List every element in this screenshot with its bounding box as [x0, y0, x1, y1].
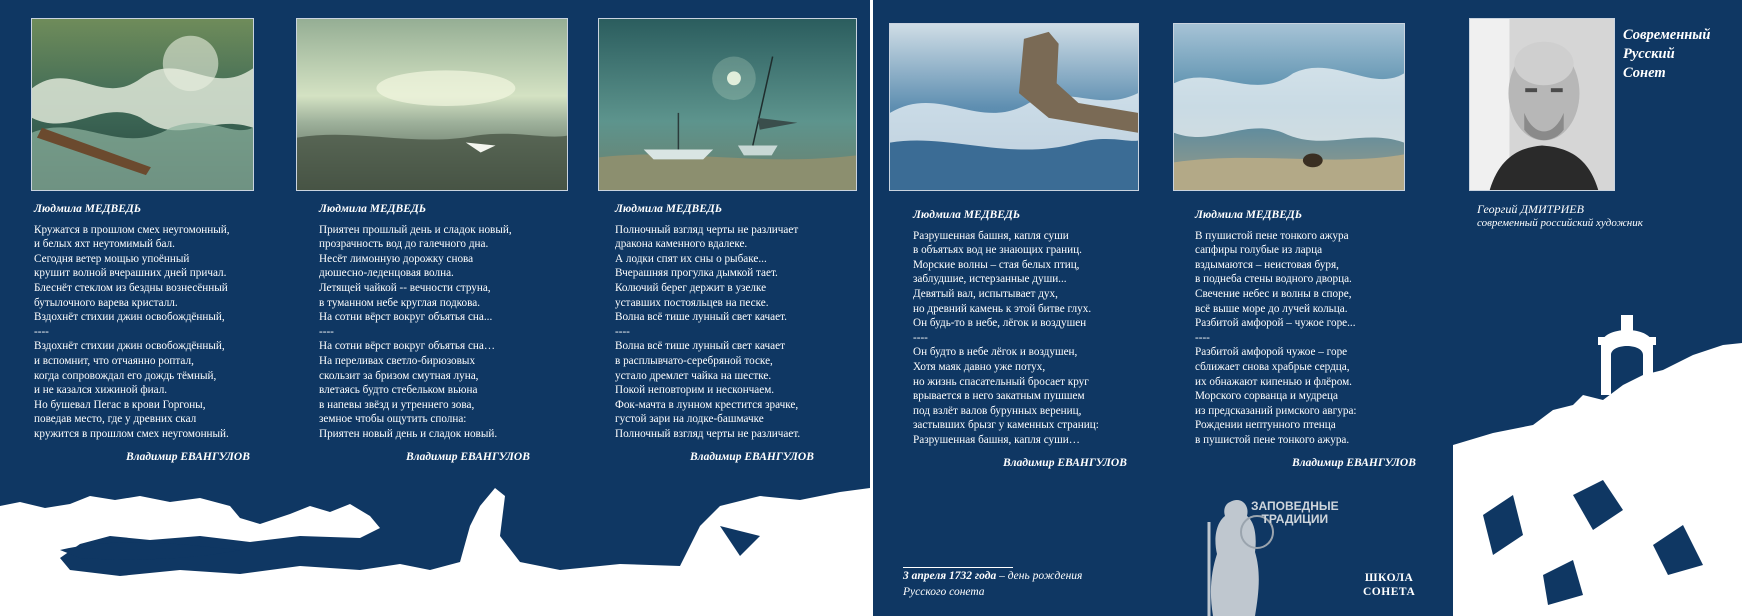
poem-line: Колючий берег держит в узелке: [615, 281, 767, 294]
poem-line: Он будь-то в небе, лёгок и воздушен: [913, 317, 1087, 330]
poem-line: дракона каменного вдалеке.: [615, 238, 748, 251]
poem-line: их обнажают кипенью и флёром.: [1195, 375, 1352, 388]
poem-line: На сотни вёрст вокруг объятья сна…: [319, 340, 496, 353]
poem-line: в объятьях вод не знающих границ.: [913, 244, 1082, 257]
poem-line: в пушистой пене тонкого ажура.: [1195, 433, 1350, 446]
poem-line: Разрушенная башня, капля суши: [913, 229, 1069, 242]
poem-line: Сегодня ветер мощью упоённый: [34, 252, 190, 265]
poem-author: Людмила МЕДВЕДЬ: [615, 203, 723, 215]
amphora-waves-painting: [1173, 23, 1405, 191]
poem-line: Несёт лимонную дорожку снова: [319, 252, 474, 265]
poem-line: когда сопровождал его дождь тёмный,: [34, 369, 217, 382]
poem-line: Кружатся в прошлом смех неугомонный,: [34, 223, 230, 236]
poem-line: земное чтобы ощутить сполна:: [319, 413, 467, 426]
poem-line: прозрачность вод до галечного дна.: [319, 238, 489, 251]
poem-line: в напевы звёзд и утреннего зова,: [319, 398, 475, 411]
poem-line: крушит волной вчерашних дней причал.: [34, 267, 227, 280]
artist-caption: [1477, 202, 1643, 230]
footer-date-line2: Русского сонета: [903, 586, 985, 598]
poem-author: Людмила МЕДВЕДЬ: [913, 209, 1021, 221]
poem-line: уставших постояльцев на песке.: [615, 296, 769, 309]
poem-5: [1195, 208, 1445, 473]
title-line: Сонет: [1623, 65, 1666, 81]
poem-separator: ----: [913, 331, 928, 344]
right-page: [873, 0, 1742, 616]
poem-line: бутылочного варева кристалл.: [34, 296, 178, 309]
poem-line: густой зари на лодке-башмачке: [615, 413, 764, 426]
poem-line: и не казался хижиной фиал.: [34, 384, 168, 397]
poem-line: Вздохнёт стихии джин освобождённый,: [34, 311, 225, 324]
poem-line: дюшесно-леденцовая волна.: [319, 267, 454, 280]
poem-line: и вспомнит, что отчаянно роптал,: [34, 354, 194, 367]
poem-line: Но бушевал Пегас в крови Горгоны,: [34, 398, 206, 411]
poem-line: Волна всё тише лунный свет качает.: [615, 311, 787, 324]
poem-line: влетаясь будто стебельком вьюна: [319, 384, 478, 397]
poem-signature: Владимир ЕВАНГУЛОВ: [1292, 457, 1416, 469]
artist-portrait: [1469, 18, 1615, 191]
footer-date-bold: 3 апреля 1732 года: [903, 570, 997, 582]
poem-line: но жизнь спасательный бросает круг: [913, 375, 1089, 388]
poem-line: устало дремлет чайка на шестке.: [615, 369, 772, 382]
poem-line: Девятый вал, испытывает дух,: [913, 287, 1058, 300]
poem-signature: Владимир ЕВАНГУЛОВ: [690, 451, 814, 463]
poem-line: всё выше море до лучей кольца.: [1195, 302, 1348, 315]
poem-line: кружится в прошлом смех неугомонный.: [34, 427, 229, 440]
poem-line: Приятен новый день и сладок новый.: [319, 427, 498, 440]
school-line: ШКОЛА: [1364, 572, 1414, 584]
poem-author: Людмила МЕДВЕДЬ: [1195, 209, 1303, 221]
poem-line: Вздохнёт стихии джин освобождённый,: [34, 340, 225, 353]
poem-line: застывших брызг у каменных страниц:: [913, 419, 1099, 432]
poem-signature: Владимир ЕВАНГУЛОВ: [1003, 457, 1127, 469]
poem-line: и белых яхт неутомимый бал.: [34, 238, 175, 251]
artist-name: Георгий ДМИТРИЕВ: [1477, 202, 1584, 216]
poem-line: заблудшие, истерзанные души...: [913, 273, 1067, 286]
poem-line: Полночный взгляд черты не различает.: [615, 427, 801, 440]
storm-pier-painting: [31, 18, 254, 191]
poem-separator: ----: [319, 325, 334, 338]
logo-text: [1251, 500, 1339, 526]
poem-line: В пушистой пене тонкого ажура: [1195, 229, 1349, 242]
poem-line: Разбитой амфорой – чужое горе...: [1195, 317, 1356, 330]
poem-line: из предсказаний римского авгура:: [1195, 404, 1357, 417]
poem-signature: Владимир ЕВАНГУЛОВ: [126, 451, 250, 463]
school-label: [1363, 571, 1415, 599]
poem-line: На переливах светло-бирюзовых: [319, 354, 476, 367]
poem-line: Волна всё тише лунный свет качает: [615, 340, 785, 353]
poem-signature: Владимир ЕВАНГУЛОВ: [406, 451, 530, 463]
poem-line: в поднеба стены водного дворца.: [1195, 273, 1352, 286]
footer-date-rest: – день рождения: [996, 570, 1083, 582]
poem-line: в расплывчато-серебряной тоске,: [615, 354, 773, 367]
title-line: Русский: [1623, 46, 1675, 62]
poem-line: сближает снова храбрые сердца,: [1195, 360, 1350, 373]
poem-line: Вчерашняя прогулка дымкой тает.: [615, 267, 778, 280]
poem-line: поведав место, где у древних скал: [34, 413, 197, 426]
poem-3: [615, 202, 865, 467]
poem-author: Людмила МЕДВЕДЬ: [319, 203, 427, 215]
poem-line: скользит за бризом смутная луна,: [319, 369, 479, 382]
poem-line: А лодки спят их сны о рыбаке...: [615, 252, 767, 265]
calm-sea-painting: [296, 18, 568, 191]
tower-waves-painting: [889, 23, 1139, 191]
logo-line: ЗАПОВЕДНЫЕ: [1251, 499, 1339, 513]
footer-date: [903, 568, 1082, 600]
poem-separator: ----: [615, 325, 630, 338]
book-title: [1623, 26, 1710, 83]
poem-line: но древний камень к этой битве глух.: [913, 302, 1092, 315]
poem-line: под взлёт валов бурунных верениц,: [913, 404, 1082, 417]
poem-line: Полночный взгляд черты не различает: [615, 223, 799, 236]
left-page: [0, 0, 870, 616]
poem-line: На сотни вёрст вокруг объятья сна...: [319, 311, 493, 324]
school-line: СОНЕТА: [1363, 586, 1416, 598]
logo-line: ТРАДИЦИИ: [1261, 512, 1329, 526]
poem-line: сапфиры голубые из ларца: [1195, 244, 1323, 257]
coastline-silhouette: [0, 466, 870, 616]
poem-line: врывается в него закатным пушшем: [913, 390, 1085, 403]
poem-line: Летящей чайкой -- вечности струна,: [319, 281, 491, 294]
poem-line: Он будто в небе лёгок и воздушен,: [913, 346, 1078, 359]
poem-line: Морского сорванца и мудреца: [1195, 390, 1338, 403]
poem-line: Морские волны – стая белых птиц,: [913, 258, 1080, 271]
poem-1: [34, 202, 274, 467]
poem-author: Людмила МЕДВЕДЬ: [34, 203, 142, 215]
artist-role: современный российский художник: [1477, 217, 1643, 229]
poem-line: Покой неповторим и нескончаем.: [615, 384, 775, 397]
poem-line: Рождении нептунного птенца: [1195, 419, 1336, 432]
poem-line: Фок-мачта в лунном крестится зрачке,: [615, 398, 799, 411]
poem-line: Разрушенная башня, капля суши…: [913, 433, 1080, 446]
poem-separator: ----: [34, 325, 49, 338]
poem-separator: ----: [1195, 331, 1210, 344]
poem-line: Свечение небес и волны в споре,: [1195, 287, 1352, 300]
poem-line: Хотя маяк давно уже потух,: [913, 360, 1046, 373]
poem-line: Блеснёт стеклом из бездны вознесённый: [34, 281, 228, 294]
chapel-cliff-silhouette: [1453, 315, 1742, 616]
poem-line: Разбитой амфорой чужое – горе: [1195, 346, 1348, 359]
poem-line: в туманном небе круглая подкова.: [319, 296, 481, 309]
poem-line: Приятен прошлый день и сладок новый,: [319, 223, 512, 236]
title-line: Современный: [1623, 27, 1711, 43]
poem-2: [319, 202, 579, 467]
moonlit-boats-painting: [598, 18, 857, 191]
poem-4: [913, 208, 1163, 473]
poem-line: вздымаются – неистовая буря,: [1195, 258, 1339, 271]
